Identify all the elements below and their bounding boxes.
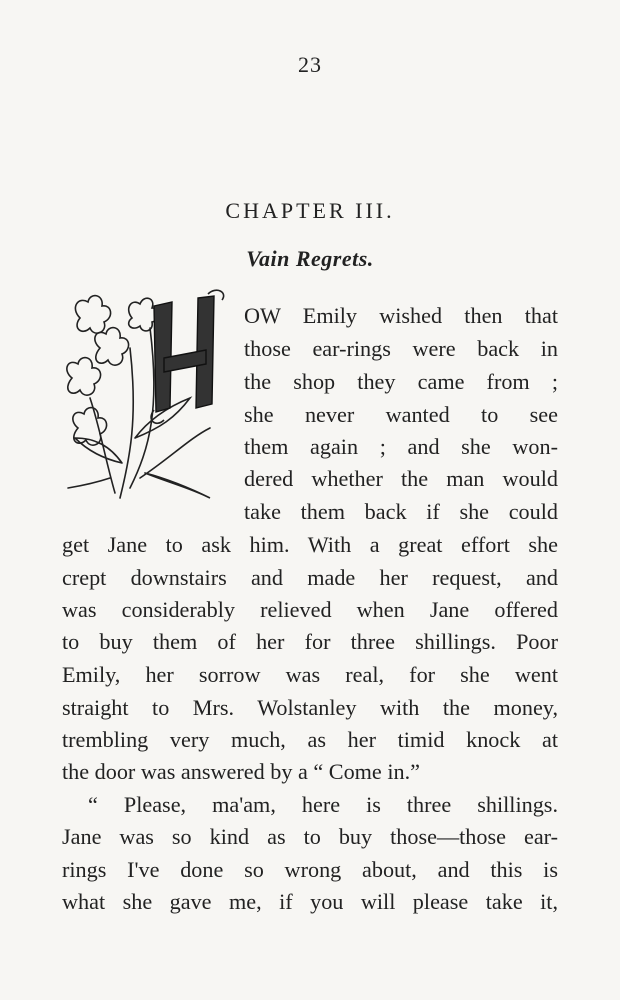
text-line: OW Emily wished then that: [244, 303, 558, 328]
page-number: 23: [298, 52, 322, 77]
text-line: dered whether the man would: [244, 466, 558, 491]
floral-drop-cap-h-icon: [60, 288, 232, 506]
text-line: to buy them of her for three shillings. Poor: [62, 629, 558, 654]
text-line: was considerably relieved when Jane offered: [62, 597, 558, 622]
text-line: them again ; and she won-: [244, 434, 558, 459]
text-line: straight to Mrs. Wolstanley with the money,: [62, 695, 558, 720]
text-line: Emily, her sorrow was real, for she went: [62, 662, 558, 687]
text-line: Jane was so kind as to buy those—those ear-: [62, 824, 558, 849]
text-line: the shop they came from ;: [244, 369, 558, 394]
chapter-subtitle: Vain Regrets.: [246, 246, 374, 271]
chapter-title: CHAPTER III.: [225, 198, 395, 223]
text-line: “ Please, ma'am, here is three shillings.: [88, 792, 558, 817]
text-line: those ear-rings were back in: [244, 336, 558, 361]
text-line: the door was answered by a “ Come in.”: [62, 759, 420, 784]
text-line: take them back if she could: [244, 499, 558, 524]
text-line: crept downstairs and made her request, and: [62, 565, 558, 590]
text-line: get Jane to ask him. With a great effort she: [62, 532, 558, 557]
text-line: what she gave me, if you will please take it,: [62, 889, 558, 914]
text-line: trembling very much, as her timid knock at: [62, 727, 558, 752]
text-line: rings I've done so wrong about, and this is: [62, 857, 558, 882]
text-line: she never wanted to see: [244, 402, 558, 427]
